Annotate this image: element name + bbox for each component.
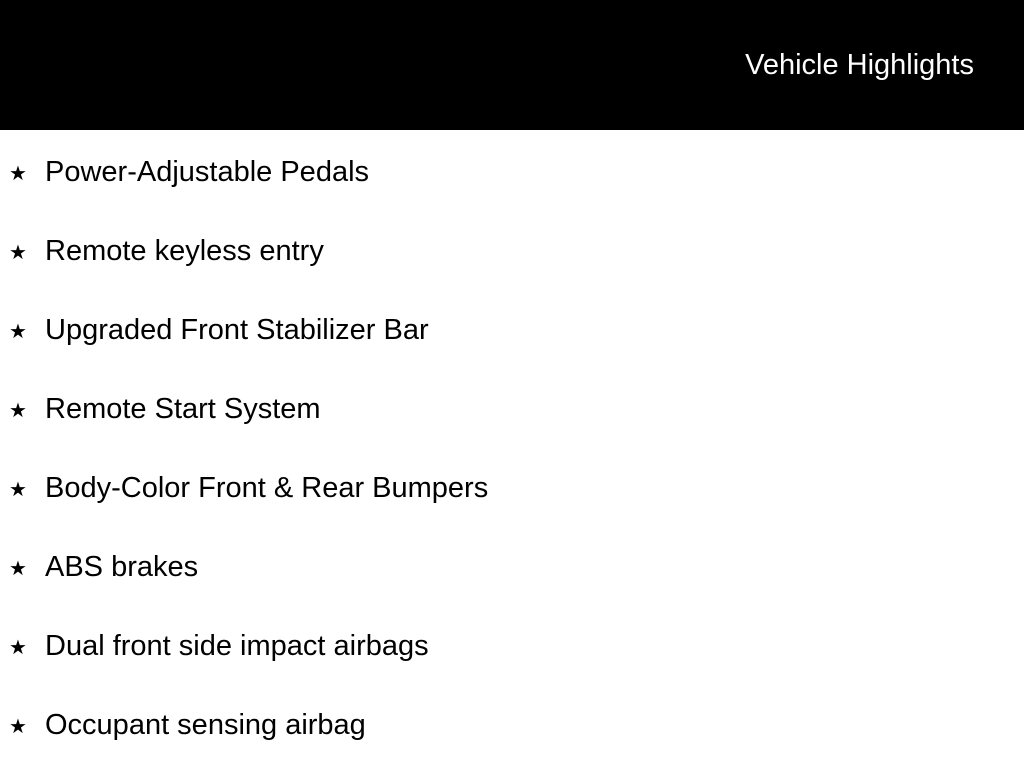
list-item	[0, 391, 1024, 428]
list-item	[0, 233, 1024, 270]
star-icon: ★	[9, 318, 27, 343]
highlights-list	[0, 154, 1024, 744]
page-title: Vehicle Highlights	[745, 48, 974, 81]
star-icon: ★	[9, 239, 27, 264]
list-item	[0, 312, 1024, 349]
highlight-label: Remote Start System	[45, 393, 321, 425]
star-icon: ★	[9, 160, 27, 185]
highlight-label: Remote keyless entry	[45, 235, 324, 267]
star-icon: ★	[9, 397, 27, 422]
list-item	[0, 549, 1024, 586]
highlight-label: Body-Color Front & Rear Bumpers	[45, 472, 489, 504]
header-bar	[0, 0, 1024, 130]
highlight-label: Power-Adjustable Pedals	[45, 156, 370, 188]
list-item	[0, 707, 1024, 744]
star-icon: ★	[9, 555, 27, 580]
star-icon: ★	[9, 476, 27, 501]
list-item	[0, 154, 1024, 191]
list-item	[0, 470, 1024, 507]
highlights-section	[0, 154, 1024, 744]
star-icon: ★	[9, 713, 27, 738]
highlight-label: Upgraded Front Stabilizer Bar	[45, 314, 429, 346]
highlight-label: Occupant sensing airbag	[45, 709, 366, 741]
list-item	[0, 628, 1024, 665]
highlight-label: Dual front side impact airbags	[45, 630, 429, 662]
highlight-label: ABS brakes	[45, 551, 199, 583]
star-icon: ★	[9, 634, 27, 659]
